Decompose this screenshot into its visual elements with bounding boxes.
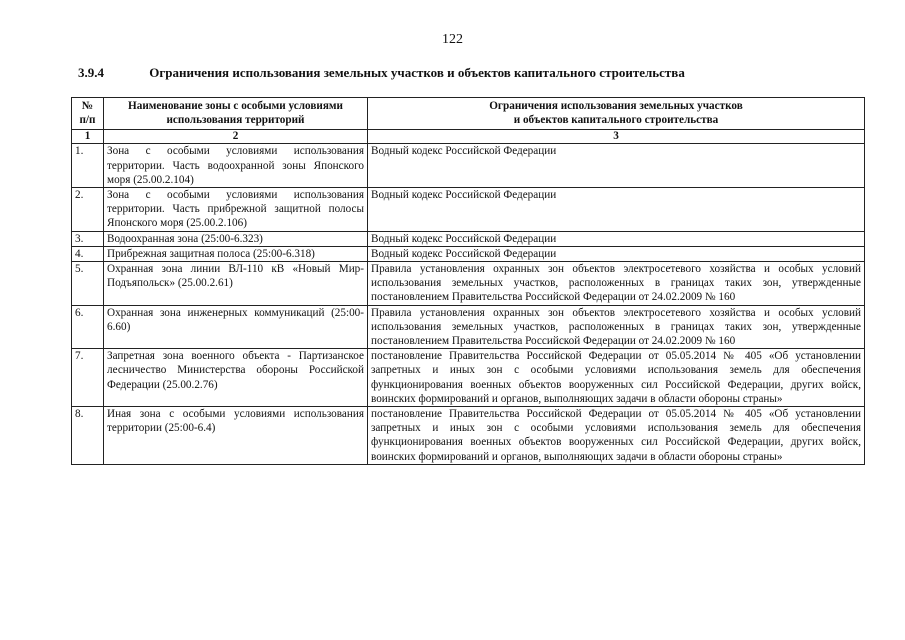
- restriction-text: Водный кодекс Российской Федерации: [368, 246, 865, 261]
- table-row: [72, 231, 865, 246]
- header-restrictions: [368, 98, 865, 130]
- table-row: [72, 144, 865, 188]
- row-number: 2.: [72, 188, 104, 232]
- header-zone-line1: Наименование зоны с особыми условиями: [128, 100, 343, 112]
- section-title: Ограничения использования земельных участков и объектов капитального строительства: [149, 65, 685, 80]
- header-number-line1: №: [81, 100, 94, 112]
- column-number-2: 2: [104, 130, 368, 144]
- section-number: 3.9.4: [78, 65, 104, 80]
- restriction-text: Водный кодекс Российской Федерации: [368, 231, 865, 246]
- header-zone-name: [104, 98, 368, 130]
- restriction-text: постановление Правительства Российской Федерации от 05.05.2014 № 405 «Об установлении запретных и иных зон с особыми условиями использования земель для обеспечения функционирования военных объектов вооруженных сил Российской Федерации, других войск, воинских формирований и органов, выполняющих задачи в области обороны страны»: [368, 349, 865, 407]
- column-number-row: [72, 130, 865, 144]
- zone-name: Иная зона с особыми условиями использования территории (25:00-6.4): [104, 407, 368, 465]
- zone-name: Зона с особыми условиями использования территории. Часть водоохранной зоны Японского моря (25.00.2.104): [104, 144, 368, 188]
- column-number-1: 1: [72, 130, 104, 144]
- table-row: [72, 305, 865, 349]
- table-row: [72, 407, 865, 465]
- row-number: 6.: [72, 305, 104, 349]
- row-number: 8.: [72, 407, 104, 465]
- table-row: [72, 246, 865, 261]
- table-row: [72, 349, 865, 407]
- column-number-3: 3: [368, 130, 865, 144]
- restriction-text: Правила установления охранных зон объектов электросетевого хозяйства и особых условий использования земельных участков, расположенных в границах таких зон, утвержденные постановлением Правительства Российской Федерации от 24.02.2009 № 160: [368, 262, 865, 306]
- restrictions-table: [71, 97, 865, 465]
- row-number: 3.: [72, 231, 104, 246]
- zone-name: Прибрежная защитная полоса (25:00-6.318): [104, 246, 368, 261]
- zone-name: Охранная зона инженерных коммуникаций (25:00-6.60): [104, 305, 368, 349]
- restriction-text: Водный кодекс Российской Федерации: [368, 188, 865, 232]
- header-restrictions-line1: Ограничения использования земельных участков: [489, 100, 743, 112]
- restriction-text: Правила установления охранных зон объектов электросетевого хозяйства и особых условий использования земельных участков, расположенных в границах таких зон, утвержденные постановлением Правительства Российской Федерации от 24.02.2009 № 160: [368, 305, 865, 349]
- header-restrictions-line2: и объектов капитального строительства: [513, 114, 719, 127]
- restriction-text: Водный кодекс Российской Федерации: [368, 144, 865, 188]
- row-number: 1.: [72, 144, 104, 188]
- table-row: [72, 262, 865, 306]
- header-number: [72, 98, 104, 130]
- header-number-line2: п/п: [79, 114, 96, 127]
- restriction-text: постановление Правительства Российской Федерации от 05.05.2014 № 405 «Об установлении запретных и иных зон с особыми условиями использования земель для обеспечения функционирования военных объектов вооруженных сил Российской Федерации, других войск, воинских формирований и органов, выполняющих задачи в области обороны страны»: [368, 407, 865, 465]
- zone-name: Водоохранная зона (25:00-6.323): [104, 231, 368, 246]
- zone-name: Охранная зона линии ВЛ-110 кВ «Новый Мир-Подъяпольск» (25.00.2.61): [104, 262, 368, 306]
- row-number: 4.: [72, 246, 104, 261]
- table-row: [72, 188, 865, 232]
- zone-name: Зона с особыми условиями использования территории. Часть прибрежной защитной полосы Японского моря (25.00.2.106): [104, 188, 368, 232]
- table-header-row: [72, 98, 865, 130]
- header-zone-line2: использования территорий: [166, 114, 305, 127]
- zone-name: Запретная зона военного объекта - Партизанское лесничество Министерства обороны Российской Федерации (25.00.2.76): [104, 349, 368, 407]
- section-heading: [78, 65, 685, 81]
- row-number: 7.: [72, 349, 104, 407]
- page-number: 122: [442, 32, 463, 47]
- row-number: 5.: [72, 262, 104, 306]
